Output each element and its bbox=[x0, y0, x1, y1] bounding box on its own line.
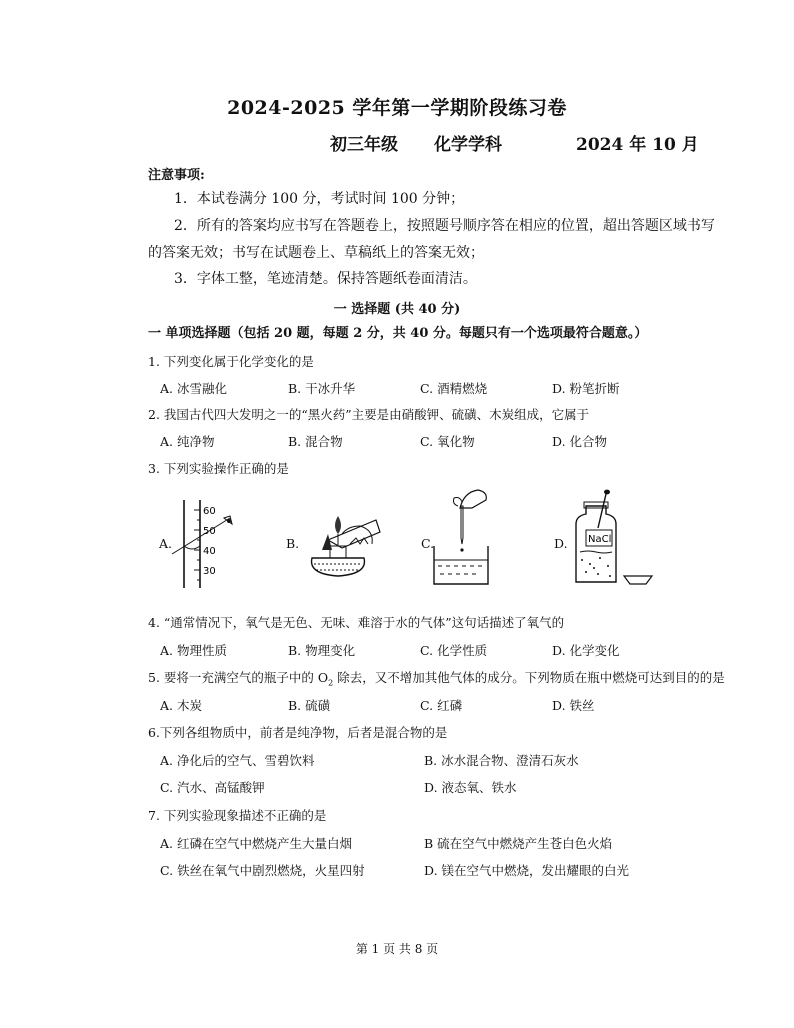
section-subheading: 一 单项选择题（包括 20 题，每题 2 分，共 40 分。每题只有一个选项最符合题意。） bbox=[148, 326, 648, 341]
notice-rule: 的答案无效；书写在试题卷上、草稿纸上的答案无效； bbox=[148, 245, 484, 261]
option: D. 粉笔折断 bbox=[552, 381, 620, 396]
question-stem: 1. 下列变化属于化学变化的是 bbox=[148, 354, 314, 369]
option: A. 纯净物 bbox=[160, 434, 215, 449]
subject-label: 化学学科 bbox=[434, 135, 502, 155]
option: C. bbox=[421, 536, 435, 551]
option: A. bbox=[159, 536, 173, 551]
grade-label: 初三年级 bbox=[330, 135, 398, 155]
notice-rule: 1．本试卷满分 100 分，考试时间 100 分钟； bbox=[174, 191, 465, 207]
notice-rule: 2．所有的答案均应书写在答题卷上，按照题号顺序答在相应的位置，超出答题区域书写 bbox=[174, 218, 715, 234]
option: A. 冰雪融化 bbox=[160, 381, 227, 396]
tick-label: 30 bbox=[203, 566, 216, 577]
notice-rule: 3．字体工整，笔迹清楚。保持答题纸卷面清洁。 bbox=[174, 271, 477, 287]
question-stem: 2. 我国古代四大发明之一的“黑火药”主要是由硝酸钾、硫磺、木炭组成，它属于 bbox=[148, 407, 590, 422]
option: D. bbox=[554, 536, 568, 551]
page-footer: 第 1 页 共 8 页 bbox=[355, 942, 439, 956]
option: B. 干冰升华 bbox=[288, 381, 356, 396]
tick-label: 60 bbox=[203, 506, 216, 517]
date-label: 2024 年 10 月 bbox=[576, 135, 699, 155]
stem-text: 除去，又不增加其他气体的成分。下列物质在瓶中燃烧可达到目的的是 bbox=[333, 670, 725, 685]
option: A. 木炭 bbox=[160, 698, 202, 713]
option: B. 硫磺 bbox=[288, 698, 331, 713]
bottle-label: NaCl bbox=[588, 534, 612, 545]
option: B. 混合物 bbox=[288, 434, 343, 449]
tick-label: 40 bbox=[203, 546, 216, 557]
option: D. 化合物 bbox=[552, 434, 608, 449]
option: D. 镁在空气中燃烧，发出耀眼的白光 bbox=[424, 863, 630, 878]
option: A. 物理性质 bbox=[160, 643, 227, 658]
option: D. 液态氧、铁水 bbox=[424, 780, 517, 795]
option: C. 汽水、高锰酸钾 bbox=[160, 780, 265, 795]
reagent-bottle-figure bbox=[568, 488, 658, 588]
option: B 硫在空气中燃烧产生苍白色火焰 bbox=[424, 836, 613, 851]
option: B. bbox=[286, 536, 300, 551]
page-title: 2024-2025 学年第一学期阶段练习卷 bbox=[227, 97, 567, 119]
question-stem: 3. 下列实验操作正确的是 bbox=[148, 461, 289, 476]
tick-label: 50 bbox=[203, 526, 216, 537]
stem-text: 5. 要将一充满空气的瓶子中的 O bbox=[148, 670, 329, 685]
notice-heading: 注意事项: bbox=[148, 168, 205, 183]
option: B. 物理变化 bbox=[288, 643, 356, 658]
question-stem bbox=[148, 668, 725, 688]
option: A. 净化后的空气、雪碧饮料 bbox=[160, 753, 315, 768]
subscript: 2 bbox=[328, 678, 334, 688]
option: C. 氧化物 bbox=[420, 434, 475, 449]
option: D. 化学变化 bbox=[552, 643, 620, 658]
question-stem: 4. “通常情况下，氧气是无色、无味、难溶于水的气体”这句话描述了氧气的 bbox=[148, 615, 565, 630]
option: C. 铁丝在氧气中剧烈燃烧，火星四射 bbox=[160, 863, 365, 878]
section-heading: 一 选择题 (共 40 分) bbox=[333, 302, 461, 317]
question-stem: 6.下列各组物质中，前者是纯净物，后者是混合物的是 bbox=[148, 725, 448, 740]
option: C. 酒精燃烧 bbox=[420, 381, 488, 396]
dropper-beaker-figure bbox=[428, 486, 498, 588]
option: A. 红磷在空气中燃烧产生大量白烟 bbox=[160, 836, 352, 851]
option: D. 铁丝 bbox=[552, 698, 595, 713]
question-stem: 7. 下列实验现象描述不正确的是 bbox=[148, 808, 327, 823]
option: C. 红磷 bbox=[420, 698, 463, 713]
alcohol-lamp-figure bbox=[298, 504, 382, 580]
option: C. 化学性质 bbox=[420, 643, 488, 658]
option: B. 冰水混合物、澄清石灰水 bbox=[424, 753, 579, 768]
cylinder-reading-figure bbox=[166, 496, 246, 590]
